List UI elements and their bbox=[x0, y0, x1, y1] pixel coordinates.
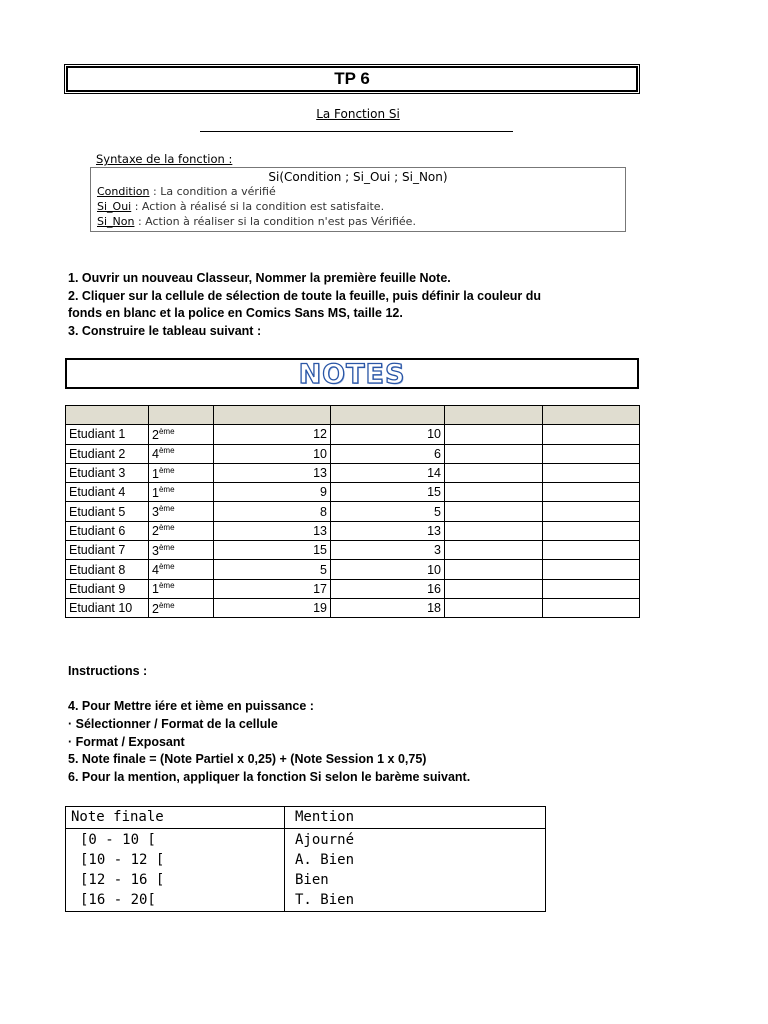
note-session: 18 bbox=[331, 598, 445, 617]
table-header-row bbox=[66, 406, 640, 425]
mention-cell bbox=[543, 579, 640, 598]
instruction-5: 5. Note finale = (Note Partiel x 0,25) + (Note Session 1 x 0,75) bbox=[68, 752, 427, 766]
header-cell bbox=[543, 406, 640, 425]
note-session: 10 bbox=[331, 560, 445, 579]
instruction-6: 6. Pour la mention, appliquer la fonction Si selon le barème suivant. bbox=[68, 770, 471, 784]
subtitle-rule bbox=[200, 131, 513, 132]
student-name: Etudiant 6 bbox=[66, 521, 149, 540]
note-finale-cell bbox=[445, 463, 543, 482]
header-mention: Mention bbox=[295, 809, 355, 825]
note-partiel: 12 bbox=[214, 425, 331, 444]
table-row bbox=[66, 463, 640, 482]
syntax-box bbox=[90, 167, 626, 232]
step-3: 3. Construire le tableau suivant : bbox=[68, 324, 262, 338]
note-finale-cell bbox=[445, 483, 543, 502]
student-name: Etudiant 1 bbox=[66, 425, 149, 444]
table-row bbox=[66, 521, 640, 540]
table-row bbox=[66, 579, 640, 598]
student-rank: 1ème bbox=[149, 579, 214, 598]
note-session: 13 bbox=[331, 521, 445, 540]
mention-value: Bien bbox=[295, 872, 329, 888]
table-row bbox=[66, 598, 640, 617]
student-rank: 2ème bbox=[149, 425, 214, 444]
mention-value: A. Bien bbox=[295, 852, 355, 868]
range-cell: [16 - 20[ bbox=[80, 892, 156, 908]
table-row bbox=[66, 541, 640, 560]
step-2: 2. Cliquer sur la cellule de sélection de toute la feuille, puis définir la couleur du bbox=[68, 289, 542, 303]
student-name: Etudiant 2 bbox=[66, 444, 149, 463]
note-partiel: 13 bbox=[214, 521, 331, 540]
column-divider bbox=[284, 807, 285, 911]
notes-banner bbox=[65, 358, 639, 389]
note-session: 6 bbox=[331, 444, 445, 463]
note-finale-cell bbox=[445, 444, 543, 463]
note-partiel: 19 bbox=[214, 598, 331, 617]
note-finale-cell bbox=[445, 502, 543, 521]
instruction-format: · Format / Exposant bbox=[68, 735, 185, 749]
mention-cell bbox=[543, 425, 640, 444]
mention-cell bbox=[543, 502, 640, 521]
step-2-continued: fonds en blanc et la police en Comics Sans MS, taille 12. bbox=[68, 306, 403, 320]
syntax-term: Condition bbox=[97, 185, 150, 198]
syntax-line-condition bbox=[97, 185, 276, 198]
syntax-desc: : Action à réalisé si la condition est satisfaite. bbox=[131, 200, 385, 213]
note-session: 16 bbox=[331, 579, 445, 598]
note-partiel: 10 bbox=[214, 444, 331, 463]
note-finale-cell bbox=[445, 541, 543, 560]
header-cell bbox=[445, 406, 543, 425]
note-finale-cell bbox=[445, 521, 543, 540]
note-partiel: 17 bbox=[214, 579, 331, 598]
range-cell: [10 - 12 [ bbox=[80, 852, 165, 868]
page-title: TP 6 bbox=[334, 69, 370, 88]
header-cell bbox=[331, 406, 445, 425]
instruction-4: 4. Pour Mettre iére et ième en puissance : bbox=[68, 699, 314, 713]
mention-cell bbox=[543, 598, 640, 617]
note-session: 15 bbox=[331, 483, 445, 502]
note-session: 3 bbox=[331, 541, 445, 560]
instructions-heading: Instructions : bbox=[68, 664, 148, 678]
header-note-finale: Note finale bbox=[71, 809, 164, 825]
note-finale-cell bbox=[445, 560, 543, 579]
syntax-line-si-non bbox=[97, 215, 416, 228]
student-rank: 2ème bbox=[149, 521, 214, 540]
student-rank: 1ème bbox=[149, 483, 214, 502]
syntax-term: Si_Non bbox=[97, 215, 135, 228]
mention-cell bbox=[543, 463, 640, 482]
student-rank: 2ème bbox=[149, 598, 214, 617]
student-rank: 4ème bbox=[149, 560, 214, 579]
student-rank: 3ème bbox=[149, 502, 214, 521]
range-cell: [12 - 16 [ bbox=[80, 872, 165, 888]
student-name: Etudiant 3 bbox=[66, 463, 149, 482]
table-row bbox=[66, 425, 640, 444]
header-cell bbox=[149, 406, 214, 425]
header-cell bbox=[214, 406, 331, 425]
syntax-heading: Syntaxe de la fonction : bbox=[96, 152, 233, 166]
student-rank: 4ème bbox=[149, 444, 214, 463]
table-row bbox=[66, 444, 640, 463]
mention-cell bbox=[543, 444, 640, 463]
instruction-select: · Sélectionner / Format de la cellule bbox=[68, 717, 278, 731]
syntax-formula: Si(Condition ; Si_Oui ; Si_Non) bbox=[268, 170, 448, 184]
syntax-line-si-oui bbox=[97, 200, 384, 213]
notes-banner-title: NOTES bbox=[298, 359, 406, 390]
note-partiel: 5 bbox=[214, 560, 331, 579]
note-partiel: 8 bbox=[214, 502, 331, 521]
note-session: 5 bbox=[331, 502, 445, 521]
title-box bbox=[66, 66, 638, 92]
grades-table bbox=[65, 405, 640, 618]
mention-value: T. Bien bbox=[295, 892, 355, 908]
subtitle: La Fonction Si bbox=[316, 107, 400, 121]
student-name: Etudiant 7 bbox=[66, 541, 149, 560]
syntax-desc: : La condition a vérifié bbox=[149, 185, 276, 198]
range-cell: [0 - 10 [ bbox=[80, 832, 156, 848]
mention-value: Ajourné bbox=[295, 832, 355, 848]
syntax-term: Si_Oui bbox=[97, 200, 132, 213]
note-finale-cell bbox=[445, 598, 543, 617]
syntax-desc: : Action à réaliser si la condition n'est pas Vérifiée. bbox=[134, 215, 416, 228]
header-rule bbox=[66, 828, 545, 829]
student-rank: 1ème bbox=[149, 463, 214, 482]
mention-cell bbox=[543, 521, 640, 540]
note-session: 10 bbox=[331, 425, 445, 444]
mention-cell bbox=[543, 483, 640, 502]
note-session: 14 bbox=[331, 463, 445, 482]
table-row bbox=[66, 502, 640, 521]
student-name: Etudiant 10 bbox=[66, 598, 149, 617]
mention-scale-table bbox=[65, 806, 546, 912]
table-row bbox=[66, 483, 640, 502]
mention-cell bbox=[543, 560, 640, 579]
note-finale-cell bbox=[445, 425, 543, 444]
table-row bbox=[66, 560, 640, 579]
note-partiel: 15 bbox=[214, 541, 331, 560]
student-name: Etudiant 5 bbox=[66, 502, 149, 521]
note-partiel: 13 bbox=[214, 463, 331, 482]
student-name: Etudiant 9 bbox=[66, 579, 149, 598]
header-cell bbox=[66, 406, 149, 425]
student-name: Etudiant 8 bbox=[66, 560, 149, 579]
student-name: Etudiant 4 bbox=[66, 483, 149, 502]
mention-cell bbox=[543, 541, 640, 560]
student-rank: 3ème bbox=[149, 541, 214, 560]
note-finale-cell bbox=[445, 579, 543, 598]
step-1: 1. Ouvrir un nouveau Classeur, Nommer la première feuille Note. bbox=[68, 271, 451, 285]
note-partiel: 9 bbox=[214, 483, 331, 502]
